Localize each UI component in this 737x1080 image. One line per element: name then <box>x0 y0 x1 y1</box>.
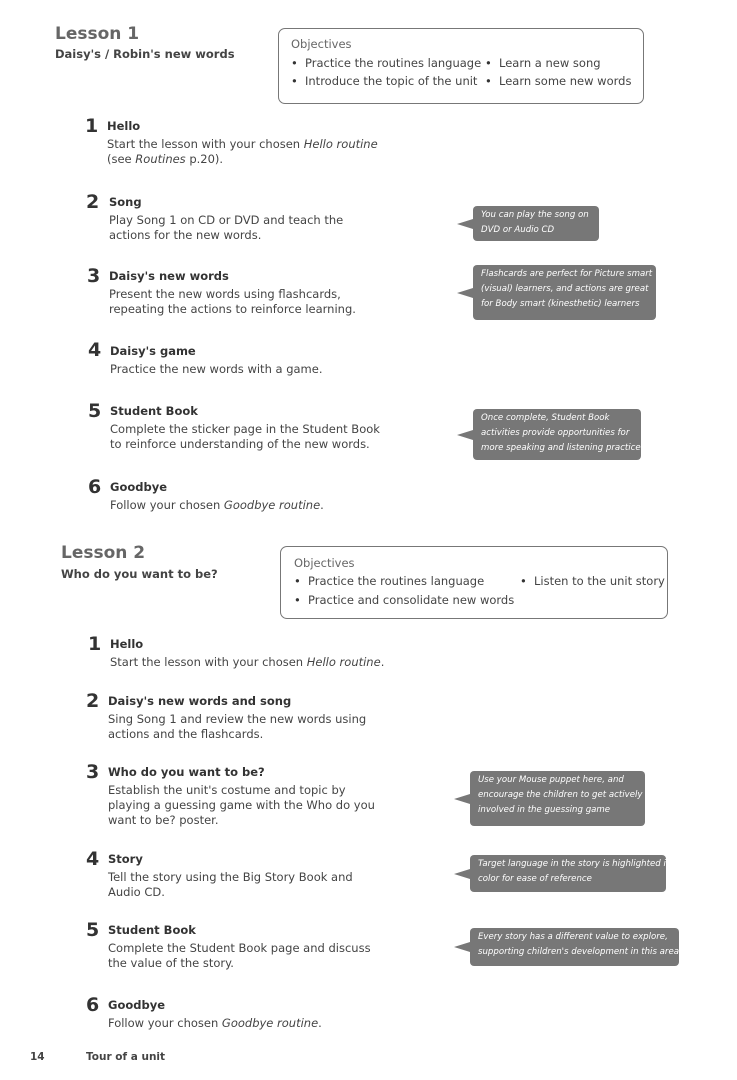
step-body: Follow your chosen Goodbye routine. <box>108 1016 322 1030</box>
step-number: 5 <box>86 919 100 941</box>
lesson2-objectives-label: Objectives <box>294 556 355 570</box>
step-body: Complete the sticker page in the Student Book to reinforce understanding of the new words. <box>110 422 380 451</box>
step-title: Daisy's new words <box>109 269 229 283</box>
step-body: Tell the story using the Big Story Book and Audio CD. <box>108 870 353 899</box>
step-body: Sing Song 1 and review the new words using actions and the flashcards. <box>108 712 367 741</box>
step-body: Establish the unit's costume and topic by playing a guessing game with the Who do you want to be? poster. <box>108 783 375 827</box>
step-number: 6 <box>86 994 100 1016</box>
step-title: Goodbye <box>110 480 168 494</box>
step-number: 3 <box>87 265 101 287</box>
tip-callout: Once complete, Student Book activities provide opportunities for more speaking and listening practice <box>473 409 641 460</box>
lesson2-objective: • Practice and consolidate new words <box>294 593 514 607</box>
lesson1-objectives-box <box>278 28 644 104</box>
lesson2-objective: • Listen to the unit story <box>520 574 665 588</box>
step-title: Story <box>108 852 143 866</box>
step-number: 4 <box>88 339 102 361</box>
step-body: Follow your chosen Goodbye routine. <box>110 498 324 512</box>
tip-callout: Every story has a different value to explore, supporting children's development in this area <box>470 928 679 966</box>
step-body: Present the new words using flashcards, repeating the actions to reinforce learning. <box>109 287 356 316</box>
lesson2-objectives-box <box>280 546 668 619</box>
lesson1-objective: • Introduce the topic of the unit <box>291 74 477 88</box>
step-body: Complete the Student Book page and discuss the value of the story. <box>108 941 371 970</box>
lesson2-objective: • Practice the routines language <box>294 574 484 588</box>
section-title: Tour of a unit <box>86 1051 166 1063</box>
step-title: Student Book <box>108 923 196 937</box>
lesson1-objective: • Learn a new song <box>485 56 601 70</box>
lesson1-objectives-label: Objectives <box>291 37 352 51</box>
step-title: Hello <box>107 119 141 133</box>
step-title: Daisy's new words and song <box>108 694 292 708</box>
step-number: 1 <box>88 633 102 655</box>
step-body: Start the lesson with your chosen Hello routine (see Routines p.20). <box>107 137 378 166</box>
step-title: Daisy's game <box>110 344 196 358</box>
tip-callout: Use your Mouse puppet here, and encourage the children to get actively involved in the guessing game <box>470 771 645 826</box>
step-title: Who do you want to be? <box>108 765 265 779</box>
step-body: Start the lesson with your chosen Hello routine. <box>110 655 385 669</box>
step-body: Practice the new words with a game. <box>110 362 323 376</box>
step-title: Hello <box>110 637 144 651</box>
step-number: 2 <box>86 690 100 712</box>
step-title: Goodbye <box>108 998 166 1012</box>
page-number: 14 <box>30 1051 45 1063</box>
lesson1-objective: • Learn some new words <box>485 74 631 88</box>
tip-callout: You can play the song on DVD or Audio CD <box>473 206 599 241</box>
lesson2-title: Lesson 2 <box>61 543 146 563</box>
step-number: 3 <box>86 761 100 783</box>
lesson1-subtitle: Daisy's / Robin's new words <box>55 47 235 61</box>
tip-callout: Target language in the story is highlighted in color for ease of reference <box>470 855 666 892</box>
tip-callout: Flashcards are perfect for Picture smart (visual) learners, and actions are great for Body smart (kinesthetic) learners <box>473 265 656 320</box>
lesson1-objective: • Practice the routines language <box>291 56 481 70</box>
step-number: 1 <box>85 115 99 137</box>
lesson2-subtitle: Who do you want to be? <box>61 567 218 581</box>
step-number: 2 <box>86 191 100 213</box>
step-number: 6 <box>88 476 102 498</box>
step-body: Play Song 1 on CD or DVD and teach the actions for the new words. <box>109 213 344 242</box>
step-number: 4 <box>86 848 100 870</box>
lesson1-title: Lesson 1 <box>55 24 140 44</box>
step-number: 5 <box>88 400 102 422</box>
step-title: Student Book <box>110 404 198 418</box>
step-title: Song <box>109 195 142 209</box>
